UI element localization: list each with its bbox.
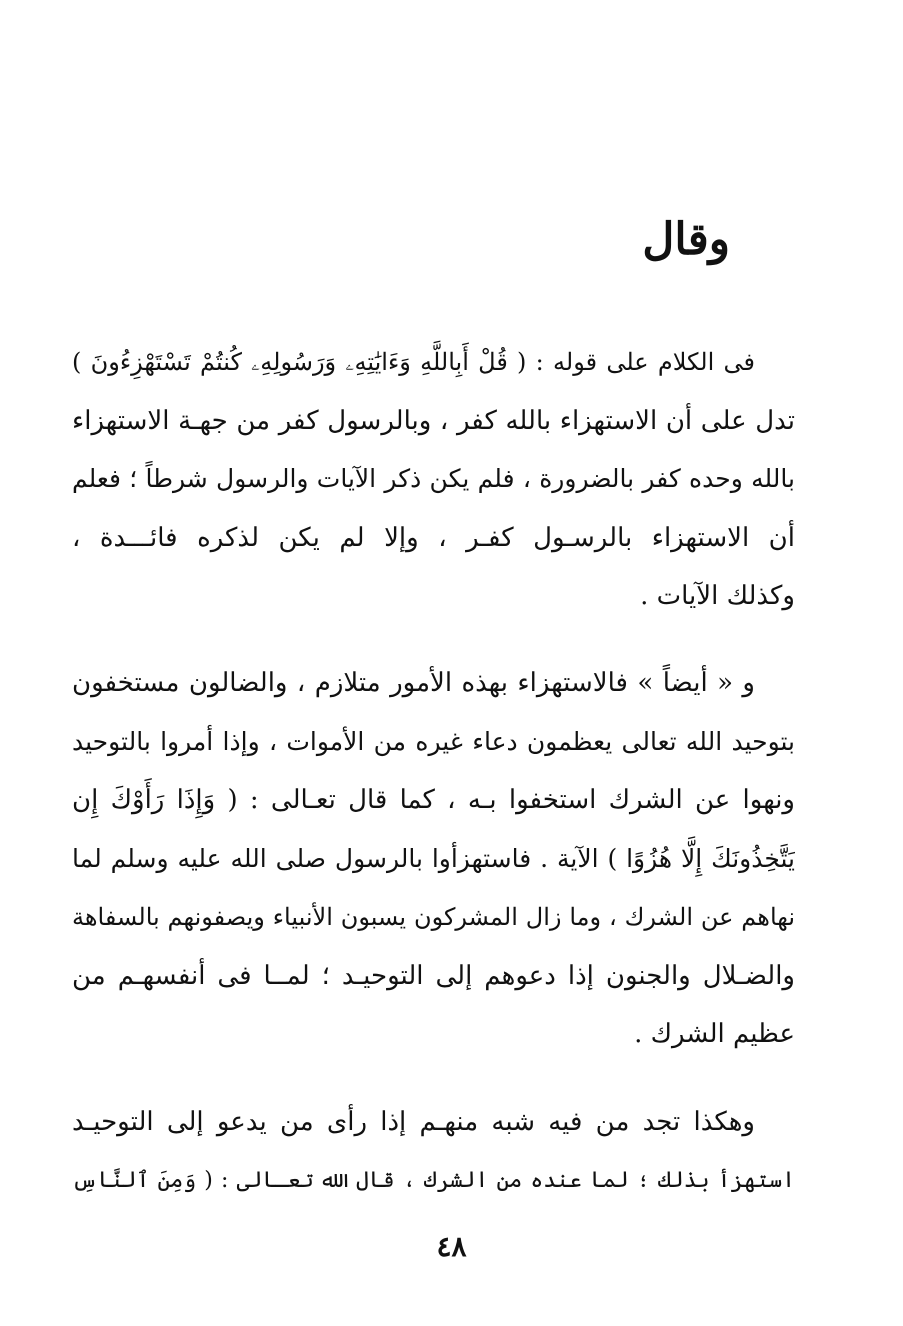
text-line: وهكذا تجد من فيه شبه منهـم إذا رأى من يدعو إلى التوحيـد xyxy=(72,1107,755,1137)
page-number: ٤٨ xyxy=(436,1230,467,1263)
paragraph-3 xyxy=(72,1093,795,1210)
section-title: وقال xyxy=(642,214,730,265)
text-line: فى الكلام على قوله : ( قُلْ أَبِاللَّهِ وَءَايَٰتِهِۦ وَرَسُولِهِۦ كُنتُمْ تَسْتَهْزِءُونَ ) xyxy=(72,348,755,376)
text-line: والضـلال والجنون إذا دعوهم إلى التوحيـد ؛ لمــا فى أنفسهـم من xyxy=(72,960,795,991)
text-line: تدل على أن الاستهزاء بالله كفر ، وبالرسول كفر من جهـة الاستهزاء xyxy=(72,405,795,436)
text-line: عظيم الشرك . xyxy=(634,1019,795,1049)
text-line: يَتَّخِذُونَكَ إِلَّا هُزُوًا ) الآية . فاستهزأوا بالرسول صلى الله عليه وسلم لما xyxy=(72,843,795,873)
text-line: و « أيضاً » فالاستهزاء بهذه الأمور متلازم ، والضالون مستخفون xyxy=(72,668,755,698)
paragraph-1 xyxy=(72,333,795,626)
paragraph-2 xyxy=(72,654,795,1064)
text-line: استهزأ بذلك ؛ لما عنده من الشرك ، قال الله تعـالى : ( وَمِنَ ٱلنَّاسِ xyxy=(72,1167,795,1193)
text-line: ونهوا عن الشرك استخفوا بـه ، كما قال تعـالى : ( وَإِذَا رَأَوْكَ إِن xyxy=(72,785,795,815)
text-line: بتوحيد الله تعالى يعظمون دعاء غيره من الأموات ، وإذا أمروا بالتوحيد xyxy=(72,726,795,756)
text-line: نهاهم عن الشرك ، وما زال المشركون يسبون الأنبياء ويصفونهم بالسفاهة xyxy=(72,903,795,931)
text-line: وكذلك الآيات . xyxy=(640,581,795,611)
text-line: بالله وحده كفر بالضرورة ، فلم يكن ذكر الآيات والرسول شرطاً ؛ فعلم xyxy=(72,464,795,493)
text-line: أن الاستهزاء بالرسـول كفـر ، وإلا لم يكن لذكره فائـــدة ، xyxy=(72,522,795,553)
